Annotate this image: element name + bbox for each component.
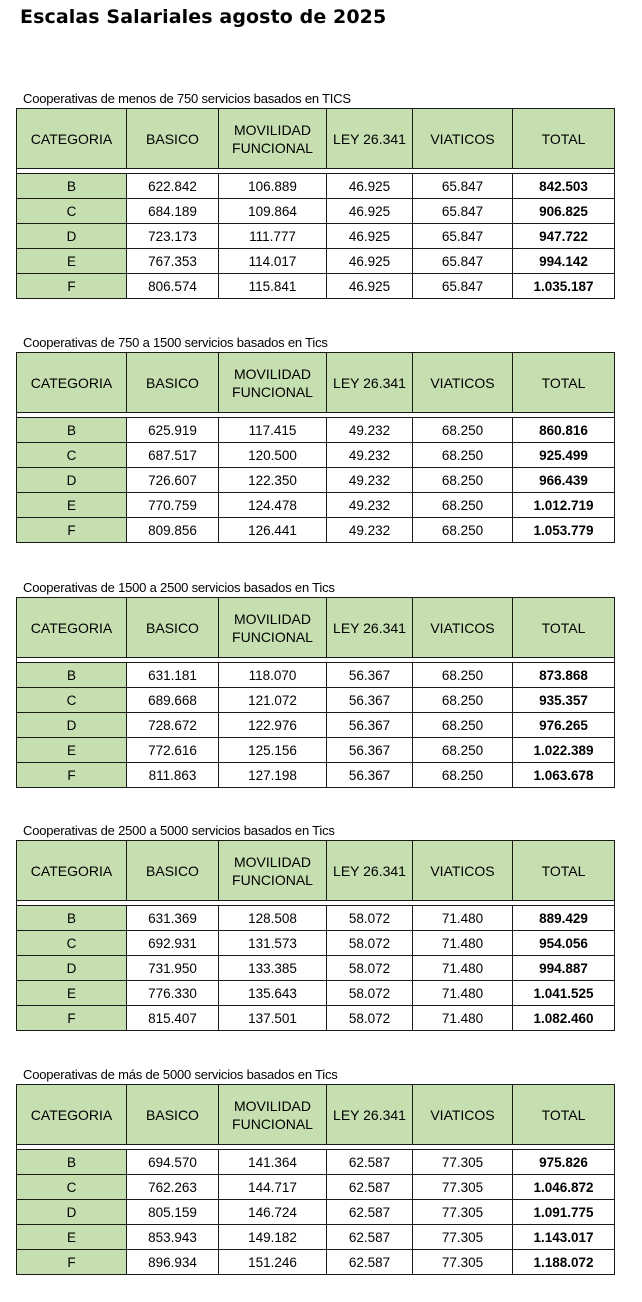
categoria-cell: D <box>17 1200 127 1225</box>
categoria-cell: F <box>17 518 127 543</box>
categoria-cell: F <box>17 1250 127 1275</box>
basico-cell: 684.189 <box>127 199 219 224</box>
movilidad-cell: 146.724 <box>219 1200 327 1225</box>
basico-cell: 625.919 <box>127 418 219 443</box>
viaticos-cell: 68.250 <box>413 688 513 713</box>
header-basico: BASICO <box>127 109 219 169</box>
table-row <box>17 931 615 956</box>
table-row <box>17 443 615 468</box>
ley-cell: 62.587 <box>327 1175 413 1200</box>
total-cell: 889.429 <box>513 906 615 931</box>
basico-cell: 805.159 <box>127 1200 219 1225</box>
total-cell: 925.499 <box>513 443 615 468</box>
ley-cell: 46.925 <box>327 224 413 249</box>
categoria-cell: E <box>17 249 127 274</box>
movilidad-cell: 109.864 <box>219 199 327 224</box>
table-header-row <box>17 109 615 169</box>
total-cell: 906.825 <box>513 199 615 224</box>
movilidad-cell: 120.500 <box>219 443 327 468</box>
header-categoria: CATEGORIA <box>17 841 127 901</box>
table-row <box>17 468 615 493</box>
salary-table <box>16 597 615 788</box>
ley-cell: 62.587 <box>327 1150 413 1175</box>
total-cell: 994.142 <box>513 249 615 274</box>
categoria-cell: C <box>17 199 127 224</box>
header-viaticos: VIATICOS <box>413 353 513 413</box>
table-header-row <box>17 841 615 901</box>
basico-cell: 689.668 <box>127 688 219 713</box>
viaticos-cell: 77.305 <box>413 1250 513 1275</box>
header-viaticos: VIATICOS <box>413 1085 513 1145</box>
table-row <box>17 274 615 299</box>
movilidad-cell: 106.889 <box>219 174 327 199</box>
cooperative-section <box>16 334 614 543</box>
categoria-cell: B <box>17 1150 127 1175</box>
table-row <box>17 981 615 1006</box>
viaticos-cell: 65.847 <box>413 249 513 274</box>
ley-cell: 58.072 <box>327 1006 413 1031</box>
header-categoria: CATEGORIA <box>17 109 127 169</box>
total-cell: 975.826 <box>513 1150 615 1175</box>
salary-table <box>16 352 615 543</box>
header-movilidad-line2: FUNCIONAL <box>232 871 313 888</box>
viaticos-cell: 68.250 <box>413 713 513 738</box>
basico-cell: 770.759 <box>127 493 219 518</box>
basico-cell: 622.842 <box>127 174 219 199</box>
ley-cell: 49.232 <box>327 518 413 543</box>
header-ley: LEY 26.341 <box>327 841 413 901</box>
viaticos-cell: 77.305 <box>413 1225 513 1250</box>
header-ley: LEY 26.341 <box>327 598 413 658</box>
categoria-cell: F <box>17 1006 127 1031</box>
table-row <box>17 906 615 931</box>
header-total: TOTAL <box>513 109 615 169</box>
categoria-cell: C <box>17 1175 127 1200</box>
movilidad-cell: 124.478 <box>219 493 327 518</box>
header-basico: BASICO <box>127 841 219 901</box>
categoria-cell: D <box>17 468 127 493</box>
viaticos-cell: 68.250 <box>413 443 513 468</box>
viaticos-cell: 68.250 <box>413 518 513 543</box>
table-row <box>17 713 615 738</box>
ley-cell: 58.072 <box>327 931 413 956</box>
header-total: TOTAL <box>513 841 615 901</box>
total-cell: 1.046.872 <box>513 1175 615 1200</box>
movilidad-cell: 135.643 <box>219 981 327 1006</box>
total-cell: 1.143.017 <box>513 1225 615 1250</box>
header-ley: LEY 26.341 <box>327 109 413 169</box>
viaticos-cell: 65.847 <box>413 224 513 249</box>
basico-cell: 687.517 <box>127 443 219 468</box>
viaticos-cell: 77.305 <box>413 1200 513 1225</box>
basico-cell: 694.570 <box>127 1150 219 1175</box>
table-header-row <box>17 598 615 658</box>
categoria-cell: B <box>17 663 127 688</box>
header-categoria: CATEGORIA <box>17 598 127 658</box>
total-cell: 1.082.460 <box>513 1006 615 1031</box>
basico-cell: 776.330 <box>127 981 219 1006</box>
salary-table <box>16 840 615 1031</box>
section-caption: Cooperativas de más de 5000 servicios basados en Tics <box>23 1067 338 1082</box>
viaticos-cell: 68.250 <box>413 418 513 443</box>
viaticos-cell: 71.480 <box>413 956 513 981</box>
basico-cell: 853.943 <box>127 1225 219 1250</box>
header-movilidad-funcional <box>219 841 327 901</box>
total-cell: 1.188.072 <box>513 1250 615 1275</box>
basico-cell: 631.181 <box>127 663 219 688</box>
viaticos-cell: 68.250 <box>413 763 513 788</box>
basico-cell: 726.607 <box>127 468 219 493</box>
basico-cell: 631.369 <box>127 906 219 931</box>
table-row <box>17 1006 615 1031</box>
viaticos-cell: 71.480 <box>413 931 513 956</box>
movilidad-cell: 141.364 <box>219 1150 327 1175</box>
basico-cell: 692.931 <box>127 931 219 956</box>
header-movilidad-funcional <box>219 109 327 169</box>
ley-cell: 49.232 <box>327 468 413 493</box>
viaticos-cell: 68.250 <box>413 468 513 493</box>
ley-cell: 62.587 <box>327 1225 413 1250</box>
total-cell: 1.063.678 <box>513 763 615 788</box>
table-row <box>17 1225 615 1250</box>
viaticos-cell: 77.305 <box>413 1150 513 1175</box>
header-movilidad-line2: FUNCIONAL <box>232 383 313 400</box>
header-basico: BASICO <box>127 353 219 413</box>
header-categoria: CATEGORIA <box>17 353 127 413</box>
header-viaticos: VIATICOS <box>413 841 513 901</box>
basico-cell: 772.616 <box>127 738 219 763</box>
table-row <box>17 688 615 713</box>
cooperative-section <box>16 90 614 299</box>
total-cell: 842.503 <box>513 174 615 199</box>
categoria-cell: D <box>17 956 127 981</box>
table-row <box>17 1250 615 1275</box>
movilidad-cell: 111.777 <box>219 224 327 249</box>
header-movilidad-line2: FUNCIONAL <box>232 1115 313 1132</box>
ley-cell: 62.587 <box>327 1200 413 1225</box>
categoria-cell: C <box>17 443 127 468</box>
movilidad-cell: 149.182 <box>219 1225 327 1250</box>
categoria-cell: E <box>17 981 127 1006</box>
ley-cell: 58.072 <box>327 906 413 931</box>
header-movilidad-funcional <box>219 353 327 413</box>
header-categoria: CATEGORIA <box>17 1085 127 1145</box>
movilidad-cell: 128.508 <box>219 906 327 931</box>
categoria-cell: B <box>17 906 127 931</box>
total-cell: 947.722 <box>513 224 615 249</box>
header-viaticos: VIATICOS <box>413 598 513 658</box>
categoria-cell: C <box>17 931 127 956</box>
section-caption: Cooperativas de 1500 a 2500 servicios basados en Tics <box>23 580 335 595</box>
viaticos-cell: 68.250 <box>413 493 513 518</box>
ley-cell: 46.925 <box>327 249 413 274</box>
header-ley: LEY 26.341 <box>327 353 413 413</box>
header-movilidad-line1: MOVILIDAD <box>233 1097 311 1114</box>
movilidad-cell: 117.415 <box>219 418 327 443</box>
viaticos-cell: 68.250 <box>413 663 513 688</box>
header-movilidad-line1: MOVILIDAD <box>233 365 311 382</box>
header-basico: BASICO <box>127 1085 219 1145</box>
total-cell: 1.012.719 <box>513 493 615 518</box>
categoria-cell: D <box>17 224 127 249</box>
movilidad-cell: 122.350 <box>219 468 327 493</box>
categoria-cell: E <box>17 493 127 518</box>
table-row <box>17 1200 615 1225</box>
ley-cell: 56.367 <box>327 688 413 713</box>
total-cell: 860.816 <box>513 418 615 443</box>
section-caption: Cooperativas de 2500 a 5000 servicios basados en Tics <box>23 823 335 838</box>
header-movilidad-line2: FUNCIONAL <box>232 628 313 645</box>
cooperative-section <box>16 822 614 1031</box>
total-cell: 1.053.779 <box>513 518 615 543</box>
basico-cell: 723.173 <box>127 224 219 249</box>
ley-cell: 46.925 <box>327 199 413 224</box>
salary-table <box>16 108 615 299</box>
header-movilidad-line1: MOVILIDAD <box>233 853 311 870</box>
basico-cell: 815.407 <box>127 1006 219 1031</box>
header-total: TOTAL <box>513 598 615 658</box>
ley-cell: 46.925 <box>327 274 413 299</box>
viaticos-cell: 68.250 <box>413 738 513 763</box>
header-movilidad-line1: MOVILIDAD <box>233 610 311 627</box>
basico-cell: 811.863 <box>127 763 219 788</box>
table-row <box>17 249 615 274</box>
ley-cell: 56.367 <box>327 713 413 738</box>
salary-table <box>16 1084 615 1275</box>
movilidad-cell: 114.017 <box>219 249 327 274</box>
movilidad-cell: 151.246 <box>219 1250 327 1275</box>
table-row <box>17 1150 615 1175</box>
viaticos-cell: 65.847 <box>413 274 513 299</box>
total-cell: 966.439 <box>513 468 615 493</box>
ley-cell: 49.232 <box>327 493 413 518</box>
viaticos-cell: 71.480 <box>413 1006 513 1031</box>
categoria-cell: C <box>17 688 127 713</box>
movilidad-cell: 125.156 <box>219 738 327 763</box>
table-row <box>17 1175 615 1200</box>
total-cell: 1.091.775 <box>513 1200 615 1225</box>
header-viaticos: VIATICOS <box>413 109 513 169</box>
movilidad-cell: 122.976 <box>219 713 327 738</box>
movilidad-cell: 121.072 <box>219 688 327 713</box>
basico-cell: 809.856 <box>127 518 219 543</box>
movilidad-cell: 126.441 <box>219 518 327 543</box>
basico-cell: 896.934 <box>127 1250 219 1275</box>
total-cell: 935.357 <box>513 688 615 713</box>
basico-cell: 767.353 <box>127 249 219 274</box>
movilidad-cell: 144.717 <box>219 1175 327 1200</box>
table-row <box>17 956 615 981</box>
categoria-cell: D <box>17 713 127 738</box>
table-row <box>17 763 615 788</box>
movilidad-cell: 115.841 <box>219 274 327 299</box>
ley-cell: 46.925 <box>327 174 413 199</box>
basico-cell: 762.263 <box>127 1175 219 1200</box>
movilidad-cell: 118.070 <box>219 663 327 688</box>
total-cell: 976.265 <box>513 713 615 738</box>
viaticos-cell: 65.847 <box>413 199 513 224</box>
table-row <box>17 493 615 518</box>
basico-cell: 731.950 <box>127 956 219 981</box>
header-movilidad-line1: MOVILIDAD <box>233 121 311 138</box>
header-movilidad-funcional <box>219 598 327 658</box>
table-header-row <box>17 1085 615 1145</box>
header-movilidad-funcional <box>219 1085 327 1145</box>
page-title: Escalas Salariales agosto de 2025 <box>20 6 387 28</box>
section-caption: Cooperativas de 750 a 1500 servicios basados en Tics <box>23 335 328 350</box>
table-row <box>17 518 615 543</box>
header-basico: BASICO <box>127 598 219 658</box>
total-cell: 873.868 <box>513 663 615 688</box>
ley-cell: 56.367 <box>327 763 413 788</box>
ley-cell: 49.232 <box>327 418 413 443</box>
movilidad-cell: 131.573 <box>219 931 327 956</box>
movilidad-cell: 127.198 <box>219 763 327 788</box>
total-cell: 954.056 <box>513 931 615 956</box>
cooperative-section <box>16 579 614 788</box>
viaticos-cell: 71.480 <box>413 906 513 931</box>
ley-cell: 56.367 <box>327 738 413 763</box>
ley-cell: 49.232 <box>327 443 413 468</box>
basico-cell: 728.672 <box>127 713 219 738</box>
table-row <box>17 174 615 199</box>
viaticos-cell: 71.480 <box>413 981 513 1006</box>
table-row <box>17 224 615 249</box>
header-total: TOTAL <box>513 1085 615 1145</box>
total-cell: 1.041.525 <box>513 981 615 1006</box>
categoria-cell: E <box>17 1225 127 1250</box>
movilidad-cell: 137.501 <box>219 1006 327 1031</box>
movilidad-cell: 133.385 <box>219 956 327 981</box>
viaticos-cell: 77.305 <box>413 1175 513 1200</box>
table-row <box>17 663 615 688</box>
header-ley: LEY 26.341 <box>327 1085 413 1145</box>
categoria-cell: E <box>17 738 127 763</box>
categoria-cell: B <box>17 418 127 443</box>
viaticos-cell: 65.847 <box>413 174 513 199</box>
header-total: TOTAL <box>513 353 615 413</box>
ley-cell: 58.072 <box>327 981 413 1006</box>
cooperative-section <box>16 1066 614 1275</box>
section-caption: Cooperativas de menos de 750 servicios basados en TICS <box>23 91 351 106</box>
categoria-cell: F <box>17 763 127 788</box>
ley-cell: 56.367 <box>327 663 413 688</box>
table-row <box>17 199 615 224</box>
ley-cell: 58.072 <box>327 956 413 981</box>
total-cell: 1.035.187 <box>513 274 615 299</box>
table-header-row <box>17 353 615 413</box>
basico-cell: 806.574 <box>127 274 219 299</box>
categoria-cell: B <box>17 174 127 199</box>
header-movilidad-line2: FUNCIONAL <box>232 139 313 156</box>
categoria-cell: F <box>17 274 127 299</box>
total-cell: 994.887 <box>513 956 615 981</box>
table-row <box>17 738 615 763</box>
table-row <box>17 418 615 443</box>
ley-cell: 62.587 <box>327 1250 413 1275</box>
total-cell: 1.022.389 <box>513 738 615 763</box>
